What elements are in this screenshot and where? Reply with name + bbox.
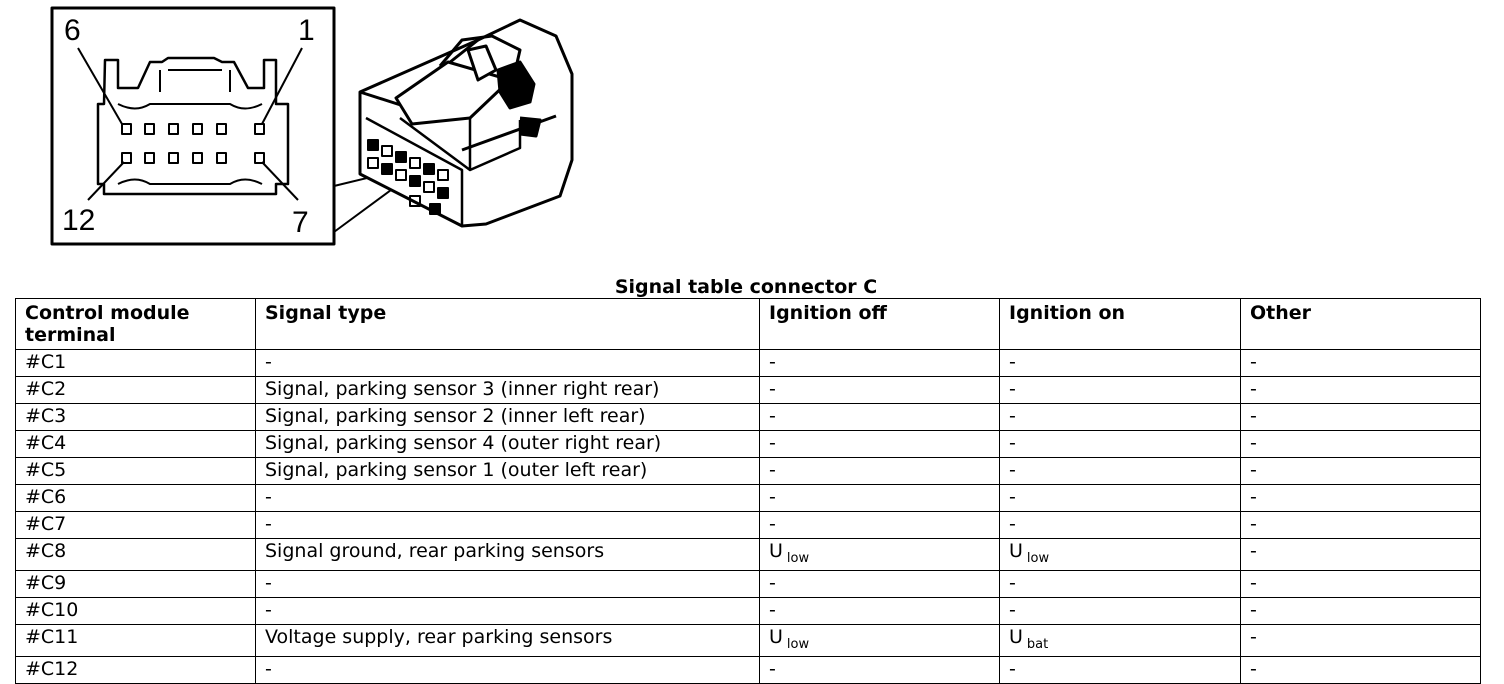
cell-ignition-on-value: - bbox=[1009, 486, 1016, 508]
cell-other bbox=[1241, 350, 1481, 377]
table-row bbox=[16, 404, 1481, 431]
cell-terminal bbox=[16, 598, 256, 625]
header-other: Other bbox=[1241, 299, 1481, 350]
table-row bbox=[16, 625, 1481, 657]
pin-label-6: 6 bbox=[64, 14, 81, 47]
cell-other bbox=[1241, 377, 1481, 404]
cell-other bbox=[1241, 571, 1481, 598]
cell-ignition-on-value: - bbox=[1009, 405, 1016, 427]
cell-signal-type-value: - bbox=[265, 351, 272, 373]
cell-terminal-value: #C9 bbox=[25, 572, 67, 594]
cell-ignition-off-value: - bbox=[769, 351, 776, 373]
cell-terminal-value: #C1 bbox=[25, 351, 67, 373]
cell-terminal bbox=[16, 404, 256, 431]
cell-ignition-off-value: - bbox=[769, 572, 776, 594]
cell-ignition-off bbox=[760, 657, 1000, 684]
cell-ignition-on-subscript: bat bbox=[1026, 637, 1049, 652]
signal-table bbox=[15, 298, 1481, 684]
cell-ignition-on bbox=[1000, 512, 1241, 539]
cell-ignition-off bbox=[760, 458, 1000, 485]
cell-other-value: - bbox=[1250, 459, 1257, 481]
cell-ignition-on-value: - bbox=[1009, 599, 1016, 621]
cell-ignition-off-subscript: low bbox=[786, 637, 810, 652]
cell-ignition-off-value: - bbox=[769, 658, 776, 680]
cell-terminal bbox=[16, 539, 256, 571]
cell-terminal bbox=[16, 512, 256, 539]
cell-other-value: - bbox=[1250, 405, 1257, 427]
cell-signal-type-value: Signal ground, rear parking sensors bbox=[265, 540, 605, 562]
header-terminal: Control module terminal bbox=[16, 299, 256, 350]
cell-other-value: - bbox=[1250, 378, 1257, 400]
cell-signal-type-value: - bbox=[265, 572, 272, 594]
cell-ignition-off bbox=[760, 350, 1000, 377]
cell-terminal bbox=[16, 458, 256, 485]
cell-ignition-off bbox=[760, 598, 1000, 625]
cell-terminal-value: #C3 bbox=[25, 405, 67, 427]
cell-ignition-on-subscript: low bbox=[1026, 551, 1050, 566]
cell-ignition-off bbox=[760, 539, 1000, 571]
cell-terminal-value: #C4 bbox=[25, 432, 67, 454]
cell-ignition-off-value: U bbox=[769, 626, 783, 648]
cell-terminal-value: #C10 bbox=[25, 599, 79, 621]
cell-ignition-on bbox=[1000, 404, 1241, 431]
cell-ignition-off-value: U bbox=[769, 540, 783, 562]
cell-other-value: - bbox=[1250, 486, 1257, 508]
cell-signal-type bbox=[256, 625, 760, 657]
cell-ignition-on-value: - bbox=[1009, 432, 1016, 454]
cell-other-value: - bbox=[1250, 351, 1257, 373]
cell-signal-type bbox=[256, 431, 760, 458]
cell-ignition-on-value: - bbox=[1009, 351, 1016, 373]
cell-ignition-off bbox=[760, 431, 1000, 458]
cell-other-value: - bbox=[1250, 432, 1257, 454]
cell-terminal-value: #C8 bbox=[25, 540, 67, 562]
cell-ignition-on bbox=[1000, 431, 1241, 458]
cell-signal-type bbox=[256, 350, 760, 377]
cell-ignition-off bbox=[760, 625, 1000, 657]
table-row bbox=[16, 350, 1481, 377]
cell-ignition-off-value: - bbox=[769, 513, 776, 535]
cell-terminal-value: #C7 bbox=[25, 513, 67, 535]
cell-signal-type-value: Signal, parking sensor 2 (inner left rear) bbox=[265, 405, 646, 427]
cell-ignition-off-value: - bbox=[769, 486, 776, 508]
cell-ignition-off bbox=[760, 485, 1000, 512]
cell-signal-type bbox=[256, 571, 760, 598]
pin-row-bottom bbox=[122, 153, 264, 163]
connector-3d-illustration bbox=[360, 20, 572, 226]
cell-signal-type bbox=[256, 485, 760, 512]
cell-ignition-on bbox=[1000, 625, 1241, 657]
cell-signal-type-value: - bbox=[265, 599, 272, 621]
table-row bbox=[16, 571, 1481, 598]
table-row bbox=[16, 512, 1481, 539]
table-row bbox=[16, 598, 1481, 625]
pin-label-1: 1 bbox=[298, 14, 315, 47]
cell-ignition-off bbox=[760, 512, 1000, 539]
cell-other bbox=[1241, 404, 1481, 431]
cell-terminal bbox=[16, 485, 256, 512]
table-body bbox=[16, 350, 1481, 684]
cell-ignition-on-value: U bbox=[1009, 626, 1023, 648]
table-row bbox=[16, 657, 1481, 684]
table-header-row bbox=[16, 299, 1481, 350]
cell-ignition-on bbox=[1000, 458, 1241, 485]
table-row bbox=[16, 485, 1481, 512]
cell-ignition-off-value: - bbox=[769, 599, 776, 621]
cell-terminal bbox=[16, 571, 256, 598]
header-signal-type: Signal type bbox=[256, 299, 760, 350]
cell-other-value: - bbox=[1250, 599, 1257, 621]
cell-other bbox=[1241, 512, 1481, 539]
cell-other-value: - bbox=[1250, 540, 1257, 562]
cell-ignition-on bbox=[1000, 485, 1241, 512]
cell-terminal-value: #C6 bbox=[25, 486, 67, 508]
cell-ignition-on bbox=[1000, 377, 1241, 404]
cell-other bbox=[1241, 539, 1481, 571]
cell-other-value: - bbox=[1250, 658, 1257, 680]
cell-ignition-on-value: - bbox=[1009, 658, 1016, 680]
cell-ignition-on bbox=[1000, 571, 1241, 598]
pin-label-7: 7 bbox=[292, 206, 309, 239]
cell-ignition-off-value: - bbox=[769, 405, 776, 427]
cell-terminal-value: #C11 bbox=[25, 626, 79, 648]
cell-ignition-off bbox=[760, 377, 1000, 404]
cell-other-value: - bbox=[1250, 626, 1257, 648]
cell-ignition-on-value: - bbox=[1009, 513, 1016, 535]
cell-other bbox=[1241, 485, 1481, 512]
pin-label-12: 12 bbox=[62, 204, 96, 237]
cell-ignition-off-value: - bbox=[769, 432, 776, 454]
cell-ignition-on-value: U bbox=[1009, 540, 1023, 562]
cell-other bbox=[1241, 431, 1481, 458]
cell-signal-type-value: - bbox=[265, 486, 272, 508]
cell-other-value: - bbox=[1250, 513, 1257, 535]
cell-ignition-on bbox=[1000, 657, 1241, 684]
cell-other-value: - bbox=[1250, 572, 1257, 594]
cell-terminal-value: #C12 bbox=[25, 658, 79, 680]
cell-terminal bbox=[16, 431, 256, 458]
cell-signal-type-value: Signal, parking sensor 4 (outer right rear) bbox=[265, 432, 662, 454]
cell-ignition-off bbox=[760, 404, 1000, 431]
cell-signal-type bbox=[256, 657, 760, 684]
table-title: Signal table connector C bbox=[614, 276, 878, 298]
cell-ignition-on bbox=[1000, 539, 1241, 571]
cell-ignition-on-value: - bbox=[1009, 459, 1016, 481]
table-row bbox=[16, 539, 1481, 571]
cell-ignition-on bbox=[1000, 350, 1241, 377]
cell-signal-type-value: - bbox=[265, 658, 272, 680]
cell-signal-type-value: Voltage supply, rear parking sensors bbox=[265, 626, 613, 648]
cell-ignition-off bbox=[760, 571, 1000, 598]
cell-ignition-off-value: - bbox=[769, 459, 776, 481]
cell-signal-type bbox=[256, 539, 760, 571]
cell-ignition-on-value: - bbox=[1009, 572, 1016, 594]
cell-terminal bbox=[16, 625, 256, 657]
cell-ignition-on bbox=[1000, 598, 1241, 625]
cell-terminal-value: #C2 bbox=[25, 378, 67, 400]
cell-other bbox=[1241, 458, 1481, 485]
cell-signal-type-value: Signal, parking sensor 3 (inner right rear) bbox=[265, 378, 660, 400]
cell-signal-type bbox=[256, 377, 760, 404]
cell-terminal bbox=[16, 657, 256, 684]
cell-signal-type bbox=[256, 458, 760, 485]
cell-signal-type-value: - bbox=[265, 513, 272, 535]
cell-terminal-value: #C5 bbox=[25, 459, 67, 481]
table-row bbox=[16, 458, 1481, 485]
cell-ignition-off-subscript: low bbox=[786, 551, 810, 566]
cell-signal-type-value: Signal, parking sensor 1 (outer left rear) bbox=[265, 459, 648, 481]
connector-diagram bbox=[0, 0, 600, 260]
cell-ignition-on-value: - bbox=[1009, 378, 1016, 400]
header-ignition-on: Ignition on bbox=[1000, 299, 1241, 350]
cell-terminal bbox=[16, 377, 256, 404]
table-row bbox=[16, 431, 1481, 458]
cell-signal-type bbox=[256, 512, 760, 539]
header-ignition-off: Ignition off bbox=[760, 299, 1000, 350]
cell-signal-type bbox=[256, 598, 760, 625]
cell-signal-type bbox=[256, 404, 760, 431]
cell-other bbox=[1241, 657, 1481, 684]
cell-other bbox=[1241, 625, 1481, 657]
table-row bbox=[16, 377, 1481, 404]
cell-terminal bbox=[16, 350, 256, 377]
cell-other bbox=[1241, 598, 1481, 625]
pin-row-top bbox=[122, 124, 264, 134]
cell-ignition-off-value: - bbox=[769, 378, 776, 400]
